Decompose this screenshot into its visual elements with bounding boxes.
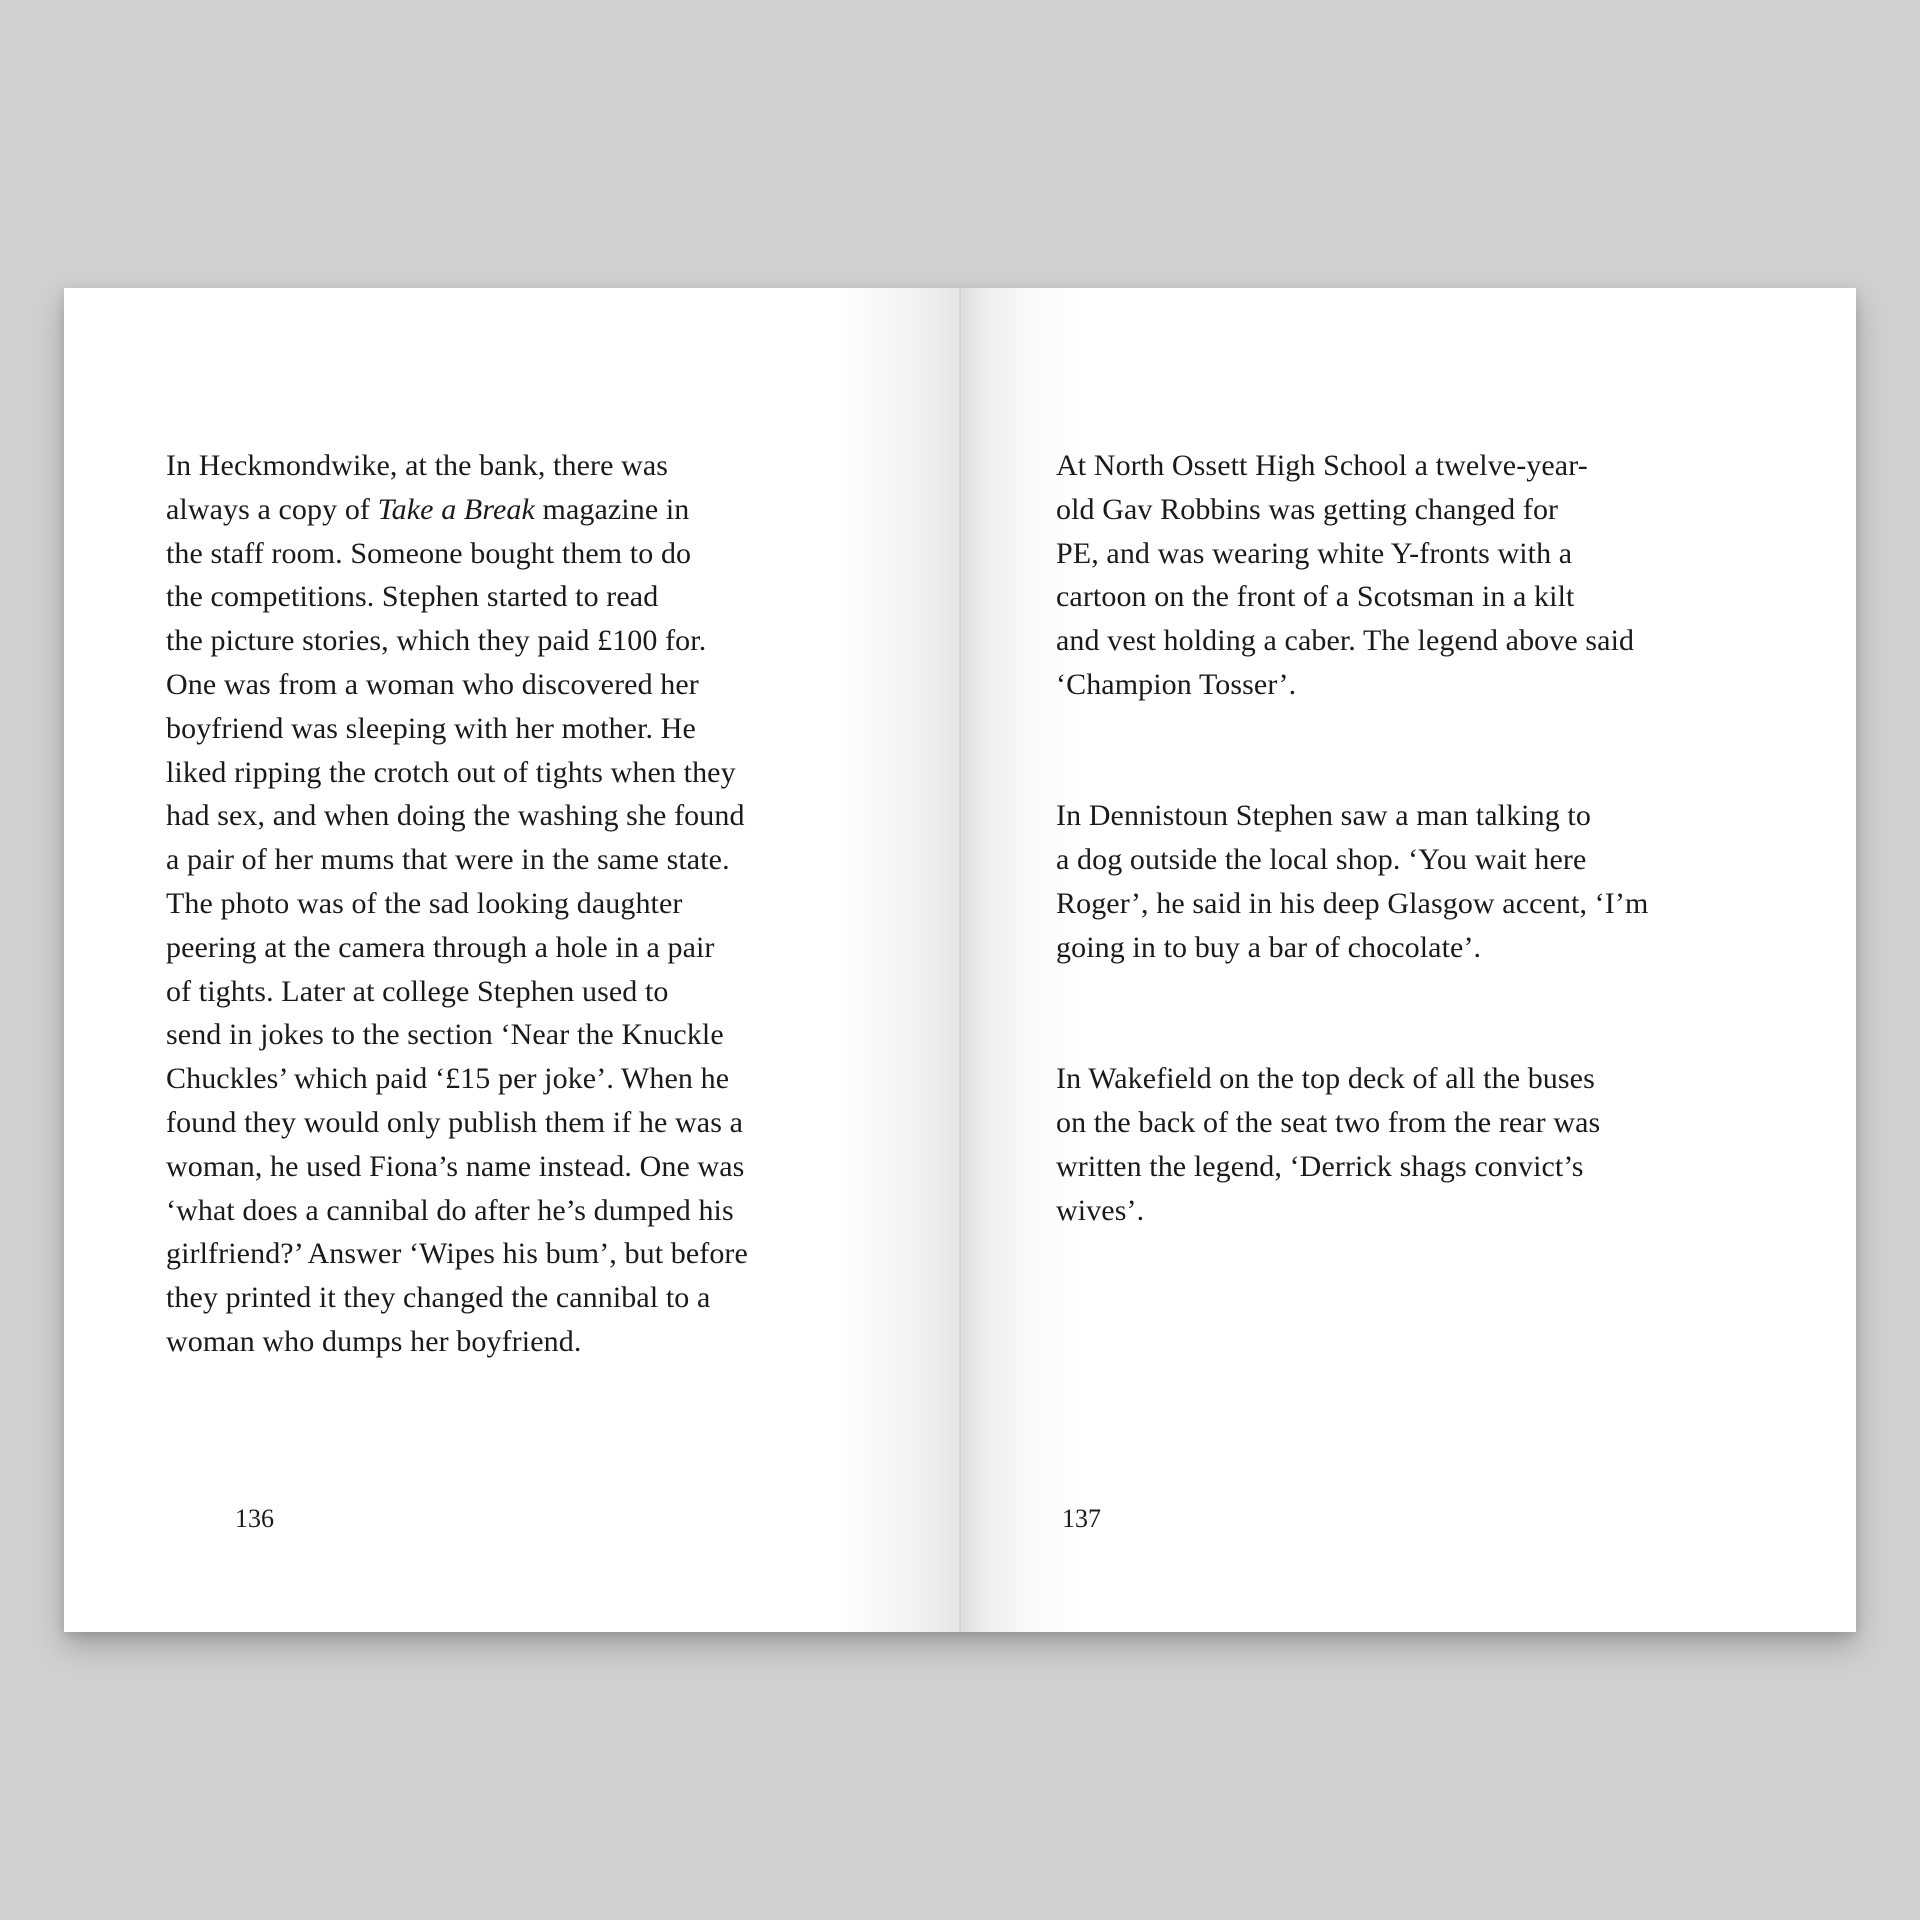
- text-line: found they would only publish them if he was a: [166, 1105, 744, 1139]
- right-page: [960, 288, 1856, 1632]
- text-line: The photo was of the sad looking daughter: [166, 886, 683, 920]
- text-line: wives’.: [1056, 1193, 1145, 1227]
- text-line: ‘what does a cannibal do after he’s dumped his: [166, 1193, 734, 1227]
- text-line: cartoon on the front of a Scotsman in a kilt: [1056, 580, 1575, 614]
- book-gutter: [959, 288, 961, 1632]
- text-line: One was from a woman who discovered her: [166, 667, 699, 701]
- text-line: the picture stories, which they paid £100 for.: [166, 624, 707, 658]
- text-line: a dog outside the local shop. ‘You wait here: [1056, 843, 1587, 877]
- text-fragment: magazine in: [534, 492, 690, 526]
- text-line: Roger’, he said in his deep Glasgow accent, ‘I’m: [1056, 886, 1649, 920]
- paragraph: [1056, 794, 1736, 969]
- text-line: had sex, and when doing the washing she found: [166, 799, 745, 833]
- text-line: In Dennistoun Stephen saw a man talking to: [1056, 799, 1591, 833]
- text-line: going in to buy a bar of chocolate’.: [1056, 930, 1482, 964]
- text-line: the competitions. Stephen started to read: [166, 580, 659, 614]
- page-number: 136: [235, 1504, 274, 1533]
- paragraph: [1056, 1057, 1736, 1232]
- text-line: peering at the camera through a hole in a pair: [166, 930, 715, 964]
- text-line: woman who dumps her boyfriend.: [166, 1324, 582, 1358]
- text-line: written the legend, ‘Derrick shags convict’s: [1056, 1149, 1584, 1183]
- text-line: [166, 488, 826, 532]
- text-line: old Gav Robbins was getting changed for: [1056, 492, 1559, 526]
- left-page: [64, 288, 960, 1632]
- text-line: boyfriend was sleeping with her mother. He: [166, 711, 696, 745]
- text-line: In Heckmondwike, at the bank, there was: [166, 449, 669, 482]
- text-line: they printed it they changed the cannibal to a: [166, 1281, 711, 1315]
- text-line: the staff room. Someone bought them to do: [166, 536, 692, 570]
- text-line: on the back of the seat two from the rear was: [1056, 1105, 1601, 1139]
- book-spread: [64, 288, 1856, 1632]
- text-line: liked ripping the crotch out of tights when they: [166, 755, 736, 789]
- text-line: woman, he used Fiona’s name instead. One was: [166, 1149, 745, 1183]
- text-line: In Wakefield on the top deck of all the buses: [1056, 1062, 1595, 1096]
- paragraph: [1056, 444, 1736, 707]
- text-fragment: always a copy of: [166, 492, 378, 526]
- text-line: ‘Champion Tosser’.: [1056, 667, 1297, 701]
- magazine-title: Take a Break: [377, 492, 535, 526]
- text-line: of tights. Later at college Stephen used to: [166, 974, 669, 1008]
- right-page-text: [1056, 444, 1736, 1232]
- text-line: and vest holding a caber. The legend above said: [1056, 624, 1635, 658]
- page-number: 137: [1062, 1504, 1101, 1533]
- text-line: At North Ossett High School a twelve-year-: [1056, 449, 1588, 482]
- text-line: send in jokes to the section ‘Near the Knuckle: [166, 1018, 724, 1052]
- text-line: PE, and was wearing white Y-fronts with a: [1056, 536, 1573, 570]
- text-line: girlfriend?’ Answer ‘Wipes his bum’, but before: [166, 1237, 748, 1271]
- left-page-text: [166, 444, 826, 1364]
- text-line: Chuckles’ which paid ‘£15 per joke’. When he: [166, 1062, 730, 1096]
- text-line: a pair of her mums that were in the same state.: [166, 843, 730, 877]
